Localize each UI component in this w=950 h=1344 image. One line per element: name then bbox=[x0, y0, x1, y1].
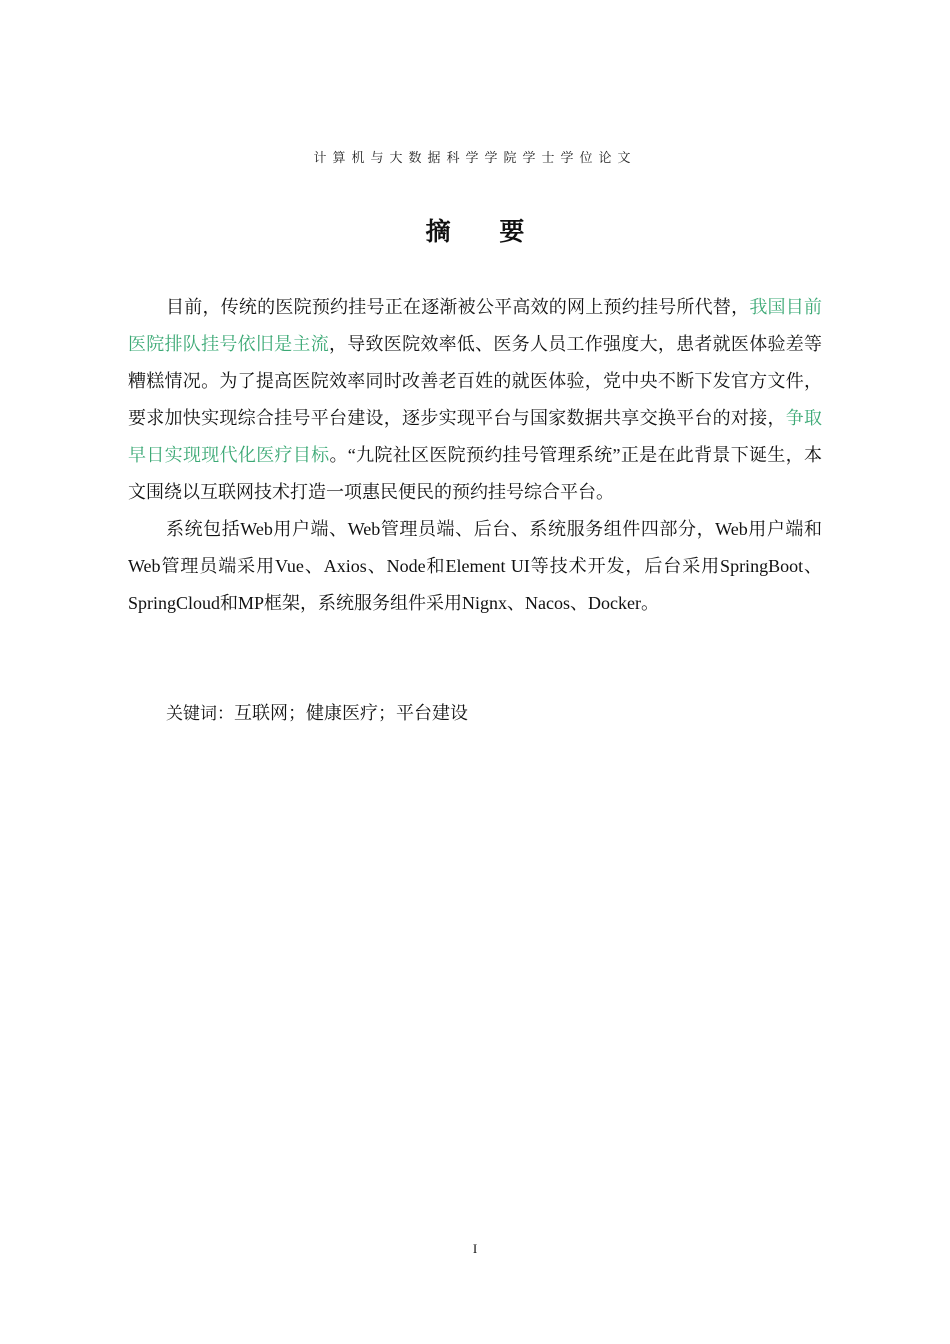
highlighted-text: 争取早日实现现代化医疗目标 bbox=[128, 408, 823, 465]
keywords-value: 互联网；健康医疗；平台建设 bbox=[234, 703, 468, 723]
page-number: I bbox=[472, 1241, 478, 1256]
paragraph-text: 。“九院社区医院预约挂号管理系统”正是在此背景下诞生，本文围绕以互联网技术打造一项惠民便民的预约挂号综合平台。 bbox=[128, 445, 822, 502]
paragraph-text: ，导致医院效率低、医务人员工作强度大，患者就医体验差等糟糕情况。为了提高医院效率同时改善老百姓的就医体验，党中央不断下发官方文件，要求加快实现综合挂号平台建设，逐步实现平台与国家数据共享交换平台的对接， bbox=[128, 334, 823, 428]
keywords-label: 关键词： bbox=[166, 704, 234, 724]
keywords-line bbox=[166, 698, 468, 729]
abstract-body bbox=[128, 289, 822, 622]
abstract-title: 摘 要 bbox=[425, 217, 545, 246]
abstract-paragraph-1 bbox=[128, 289, 822, 511]
running-header: 计算机与大数据科学学院学士学位论文 bbox=[313, 150, 637, 165]
highlighted-text: 我国目前医院排队挂号依旧是主流 bbox=[128, 297, 822, 354]
abstract-paragraph-2: 系统包括Web用户端、Web管理员端、后台、系统服务组件四部分，Web用户端和Web管理员端采用Vue、Axios、Node和Element UI等技术开发，后台采用SpringBoot、SpringCloud和MP框架，系统服务组件采用Nignx、Nacos、Docker。 bbox=[128, 519, 822, 613]
paragraph-text: 目前，传统的医院预约挂号正在逐渐被公平高效的网上预约挂号所代替， bbox=[166, 297, 750, 317]
